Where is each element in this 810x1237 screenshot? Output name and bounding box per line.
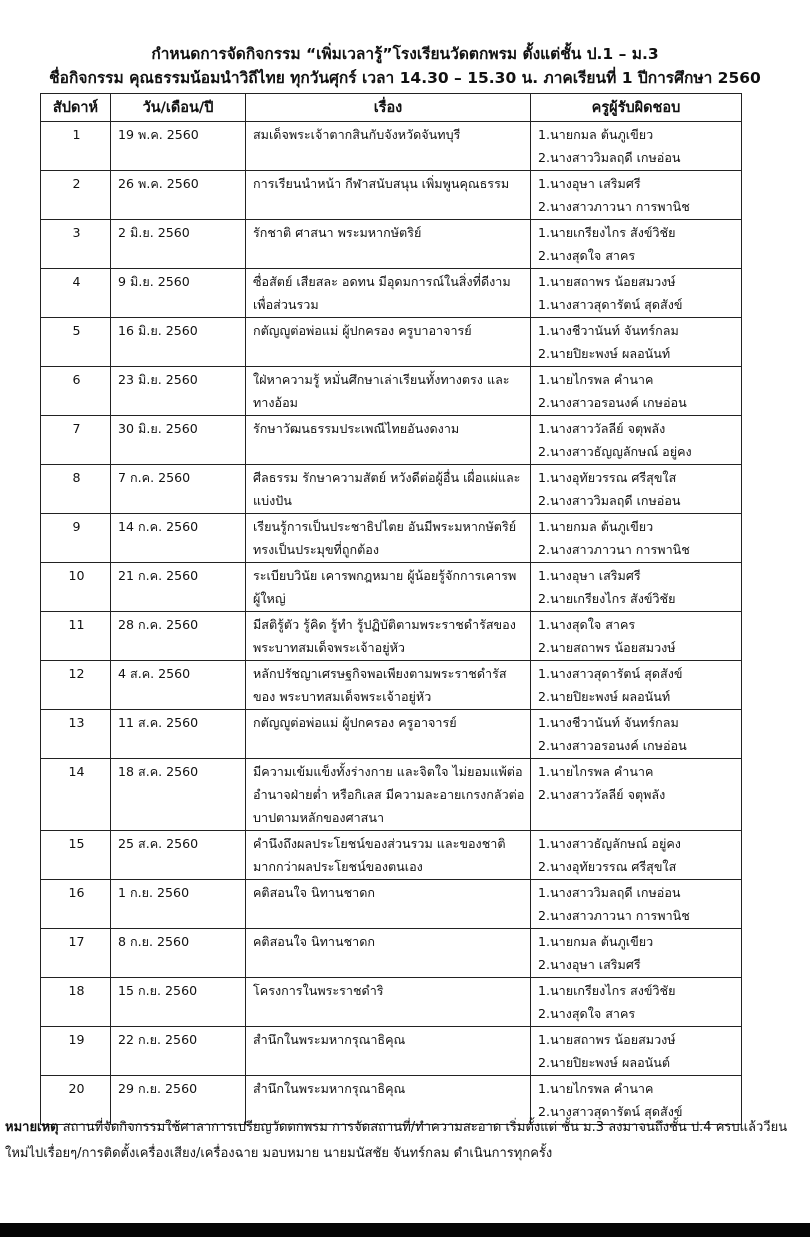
cell-responsible xyxy=(531,122,742,171)
cell-date: 16 มิ.ย. 2560 xyxy=(111,318,246,367)
cell-date: 1 ก.ย. 2560 xyxy=(111,880,246,929)
document-title: กำหนดการจัดกิจกรรม “เพิ่มเวลารู้”โรงเรียนวัดตกพรม ตั้งแต่ชั้น ป.1 – ม.3 xyxy=(151,45,659,63)
responsible-teacher: 1.นางสาววัลลีย์ จตุพลัง xyxy=(538,421,666,436)
cell-week: 5 xyxy=(41,318,111,367)
cell-date: 26 พ.ค. 2560 xyxy=(111,171,246,220)
cell-topic: กตัญญูต่อพ่อแม่ ผู้ปกครอง ครูอาจารย์ xyxy=(246,710,531,759)
cell-responsible xyxy=(531,563,742,612)
cell-topic: ระเบียบวินัย เคารพกฎหมาย ผู้น้อยรู้จักการเคารพ ผู้ใหญ่ xyxy=(246,563,531,612)
table-row xyxy=(41,171,742,220)
cell-topic: คติสอนใจ นิทานชาดก xyxy=(246,929,531,978)
responsible-teacher: 1.นายไกรพล คำนาค xyxy=(538,372,654,387)
cell-responsible xyxy=(531,416,742,465)
responsible-teacher: 2.นางสาวอรอนงค์ เกษอ่อน xyxy=(538,738,687,753)
cell-week: 1 xyxy=(41,122,111,171)
document-subtitle: ชื่อกิจกรรม คุณธรรมน้อมนำวิถีไทย ทุกวันศุกร์ เวลา 14.30 – 15.30 น. ภาคเรียนที่ 1 ปีการศึกษา 2560 xyxy=(49,69,761,87)
cell-topic: สำนึกในพระมหากรุณาธิคุณ xyxy=(246,1027,531,1076)
table-row xyxy=(41,880,742,929)
table-row xyxy=(41,122,742,171)
cell-date: 2 มิ.ย. 2560 xyxy=(111,220,246,269)
table-row xyxy=(41,416,742,465)
cell-week: 7 xyxy=(41,416,111,465)
table-row xyxy=(41,220,742,269)
cell-week: 17 xyxy=(41,929,111,978)
cell-week: 14 xyxy=(41,759,111,831)
cell-responsible xyxy=(531,759,742,831)
cell-responsible xyxy=(531,220,742,269)
responsible-teacher: 2.นายสถาพร น้อยสมวงษ์ xyxy=(538,640,676,655)
cell-topic: ใฝ่หาความรู้ หมั่นศึกษาเล่าเรียนทั้งทางตรง และ ทางอ้อม xyxy=(246,367,531,416)
responsible-teacher: 2.นางสาววิมลฤดี เกษอ่อน xyxy=(538,493,681,508)
cell-topic: มีความเข้มแข็งทั้งร่างกาย และจิตใจ ไม่ยอมแพ้ต่อ อำนาจฝ่ายต่ำ หรือกิเลส มีความละอายเกรงกลัวต่อ บาปตามหลักของศาสนา xyxy=(246,759,531,831)
responsible-teacher: 1.นายไกรพล คำนาค xyxy=(538,764,654,779)
table-row xyxy=(41,978,742,1027)
cell-responsible xyxy=(531,171,742,220)
cell-week: 9 xyxy=(41,514,111,563)
cell-topic: คติสอนใจ นิทานชาดก xyxy=(246,880,531,929)
cell-topic: กตัญญูต่อพ่อแม่ ผู้ปกครอง ครูบาอาจารย์ xyxy=(246,318,531,367)
responsible-teacher: 1.นางอุษา เสริมศรี xyxy=(538,176,641,191)
cell-date: 29 ก.ย. 2560 xyxy=(111,1076,246,1125)
responsible-teacher: 1.นายกมล ต้นภูเขียว xyxy=(538,934,654,949)
cell-date: 19 พ.ค. 2560 xyxy=(111,122,246,171)
cell-date: 22 ก.ย. 2560 xyxy=(111,1027,246,1076)
table-row xyxy=(41,465,742,514)
cell-topic: รักชาติ ศาสนา พระมหากษัตริย์ xyxy=(246,220,531,269)
table-row xyxy=(41,1027,742,1076)
cell-date: 14 ก.ค. 2560 xyxy=(111,514,246,563)
cell-topic: เรียนรู้การเป็นประชาธิปไตย อันมีพระมหากษัตริย์ ทรงเป็นประมุขที่ถูกต้อง xyxy=(246,514,531,563)
responsible-teacher: 2.นางสาววัลลีย์ จตุพลัง xyxy=(538,787,666,802)
table-row xyxy=(41,612,742,661)
responsible-teacher: 1.นางชีวานันท์ จันทร์กลม xyxy=(538,323,679,338)
footnote-text: สถานที่จัดกิจกรรมใช้ศาลาการเปรียญวัดตกพรม การจัดสถานที่/ทำความสะอาด เริ่มตั้งแต่ ชั้น ม.3 ลงมาจนถึงชั้น ป.4 ครบแล้ววียนใหม่ไปเรื่อยๆ/การติดตั้งเครื่องเสียง/เครื่องฉาย มอบหมาย นายมนัสชัย จันทร์กลม ดำเนินการทุกครั้ง xyxy=(5,1120,788,1161)
cell-week: 15 xyxy=(41,831,111,880)
cell-week: 12 xyxy=(41,661,111,710)
table-row xyxy=(41,563,742,612)
table-row xyxy=(41,318,742,367)
responsible-teacher: 2.นางสาวสุดารัตน์ สุดสังข์ xyxy=(538,1104,683,1119)
cell-responsible xyxy=(531,880,742,929)
responsible-teacher: 1.นางอุษา เสริมศรี xyxy=(538,568,641,583)
responsible-teacher: 1.นายไกรพล คำนาค xyxy=(538,1081,654,1096)
cell-date: 7 ก.ค. 2560 xyxy=(111,465,246,514)
table-row xyxy=(41,710,742,759)
cell-date: 18 ส.ค. 2560 xyxy=(111,759,246,831)
responsible-teacher: 2.นางสาววิมลฤดี เกษอ่อน xyxy=(538,150,681,165)
cell-responsible xyxy=(531,269,742,318)
responsible-teacher: 1.นางสาวสุดารัตน์ สุดสังข์ xyxy=(538,666,683,681)
responsible-teacher: 2.นางสาวภาวนา การพานิช xyxy=(538,542,690,557)
bottom-bar xyxy=(0,1223,810,1237)
cell-topic: มีสติรู้ตัว รู้คิด รู้ทำ รู้ปฏิบัติตามพระราชดำรัสของ พระบาทสมเด็จพระเจ้าอยู่หัว xyxy=(246,612,531,661)
responsible-teacher: 2.นายปิยะพงษ์ ผลอนันท์ xyxy=(538,346,671,361)
cell-topic: สำนึกในพระมหากรุณาธิคุณ xyxy=(246,1076,531,1125)
cell-date: 21 ก.ค. 2560 xyxy=(111,563,246,612)
responsible-teacher: 1.นางสาววิมลฤดี เกษอ่อน xyxy=(538,885,681,900)
header-week: สัปดาห์ xyxy=(41,94,111,122)
cell-topic: สมเด็จพระเจ้าตากสินกับจังหวัดจันทบุรี xyxy=(246,122,531,171)
header-topic: เรื่อง xyxy=(246,94,531,122)
cell-week: 16 xyxy=(41,880,111,929)
responsible-teacher: 1.นางสาวธัญลักษณ์ อยู่คง xyxy=(538,836,681,851)
cell-topic: โครงการในพระราชดำริ xyxy=(246,978,531,1027)
responsible-teacher: 2.นางสุดใจ สาคร xyxy=(538,248,636,263)
cell-week: 13 xyxy=(41,710,111,759)
cell-date: 8 ก.ย. 2560 xyxy=(111,929,246,978)
cell-date: 28 ก.ค. 2560 xyxy=(111,612,246,661)
cell-week: 4 xyxy=(41,269,111,318)
cell-date: 25 ส.ค. 2560 xyxy=(111,831,246,880)
cell-responsible xyxy=(531,318,742,367)
cell-responsible xyxy=(531,831,742,880)
cell-responsible xyxy=(531,1027,742,1076)
cell-responsible xyxy=(531,978,742,1027)
cell-topic: ซื่อสัตย์ เสียสละ อดทน มีอุดมการณ์ในสิ่งที่ดีงาม เพื่อส่วนรวม xyxy=(246,269,531,318)
responsible-teacher: 1.นายกมล ต้นภูเขียว xyxy=(538,127,654,142)
table-row xyxy=(41,367,742,416)
responsible-teacher: 2.นางสาวภาวนา การพานิช xyxy=(538,908,690,923)
cell-responsible xyxy=(531,929,742,978)
table-row xyxy=(41,929,742,978)
responsible-teacher: 1.นางอุทัยวรรณ ศรีสุขใส xyxy=(538,470,677,485)
cell-responsible xyxy=(531,710,742,759)
header-date: วัน/เดือน/ปี xyxy=(111,94,246,122)
responsible-teacher: 2.นายปิยะพงษ์ ผลอนันต์ xyxy=(538,1055,671,1070)
cell-date: 23 มิ.ย. 2560 xyxy=(111,367,246,416)
responsible-teacher: 1.นางสุดใจ สาคร xyxy=(538,617,636,632)
cell-week: 8 xyxy=(41,465,111,514)
table-row xyxy=(41,514,742,563)
cell-responsible xyxy=(531,367,742,416)
cell-date: 30 มิ.ย. 2560 xyxy=(111,416,246,465)
cell-date: 9 มิ.ย. 2560 xyxy=(111,269,246,318)
cell-topic: คำนึงถึงผลประโยชน์ของส่วนรวม และของชาติ มากกว่าผลประโยชน์ของตนเอง xyxy=(246,831,531,880)
table-row xyxy=(41,759,742,831)
cell-week: 10 xyxy=(41,563,111,612)
cell-responsible xyxy=(531,661,742,710)
cell-date: 15 ก.ย. 2560 xyxy=(111,978,246,1027)
responsible-teacher: 2.นายปิยะพงษ์ ผลอนันท์ xyxy=(538,689,671,704)
cell-week: 20 xyxy=(41,1076,111,1125)
responsible-teacher: 2.นายเกรียงไกร สังข์วิชัย xyxy=(538,591,676,606)
responsible-teacher: 1.นางชีวานันท์ จันทร์กลม xyxy=(538,715,679,730)
cell-topic: การเรียนนำหน้า กีฬาสนับสนุน เพิ่มพูนคุณธรรม xyxy=(246,171,531,220)
cell-week: 6 xyxy=(41,367,111,416)
responsible-teacher: 1.นายสถาพร น้อยสมวงษ์ xyxy=(538,1032,676,1047)
header-responsible: ครูผู้รับผิดชอบ xyxy=(531,94,742,122)
cell-week: 19 xyxy=(41,1027,111,1076)
responsible-teacher: 2.นางอุทัยวรรณ ศรีสุขใส xyxy=(538,859,677,874)
table-row xyxy=(41,269,742,318)
responsible-teacher: 2.นางสุดใจ สาคร xyxy=(538,1006,636,1021)
cell-week: 18 xyxy=(41,978,111,1027)
table-row xyxy=(41,831,742,880)
cell-topic: ศีลธรรม รักษาความสัตย์ หวังดีต่อผู้อื่น เผื่อแผ่และ แบ่งปัน xyxy=(246,465,531,514)
cell-week: 2 xyxy=(41,171,111,220)
cell-week: 3 xyxy=(41,220,111,269)
table-row xyxy=(41,661,742,710)
schedule-table xyxy=(40,93,742,1125)
responsible-teacher: 1.นายเกรียงไกร สังข์วิชัย xyxy=(538,225,676,240)
cell-topic: หลักปรัชญาเศรษฐกิจพอเพียงตามพระราชดำรัส ของ พระบาทสมเด็จพระเจ้าอยู่หัว xyxy=(246,661,531,710)
cell-responsible xyxy=(531,612,742,661)
document-header xyxy=(0,42,810,90)
responsible-teacher: 1.นายเกรียงไกร สงข์วิชัย xyxy=(538,983,676,998)
cell-week: 11 xyxy=(41,612,111,661)
cell-responsible xyxy=(531,465,742,514)
table-header-row xyxy=(41,94,742,122)
responsible-teacher: 2.นางอุษา เสริมศรี xyxy=(538,957,641,972)
cell-date: 4 ส.ค. 2560 xyxy=(111,661,246,710)
responsible-teacher: 2.นางสาวธัญญลักษณ์ อยู่คง xyxy=(538,444,692,459)
responsible-teacher: 1.นางสาวสุดารัตน์ สุดสังข์ xyxy=(538,297,683,312)
responsible-teacher: 1.นายกมล ต้นภูเขียว xyxy=(538,519,654,534)
footnote xyxy=(5,1115,805,1167)
responsible-teacher: 2.นางสาวอรอนงค์ เกษอ่อน xyxy=(538,395,687,410)
cell-date: 11 ส.ค. 2560 xyxy=(111,710,246,759)
cell-topic: รักษาวัฒนธรรมประเพณีไทยอันงดงาม xyxy=(246,416,531,465)
responsible-teacher: 2.นางสาวภาวนา การพานิช xyxy=(538,199,690,214)
footnote-label: หมายเหตุ xyxy=(5,1120,59,1135)
cell-responsible xyxy=(531,514,742,563)
responsible-teacher: 1.นายสถาพร น้อยสมวงษ์ xyxy=(538,274,676,289)
